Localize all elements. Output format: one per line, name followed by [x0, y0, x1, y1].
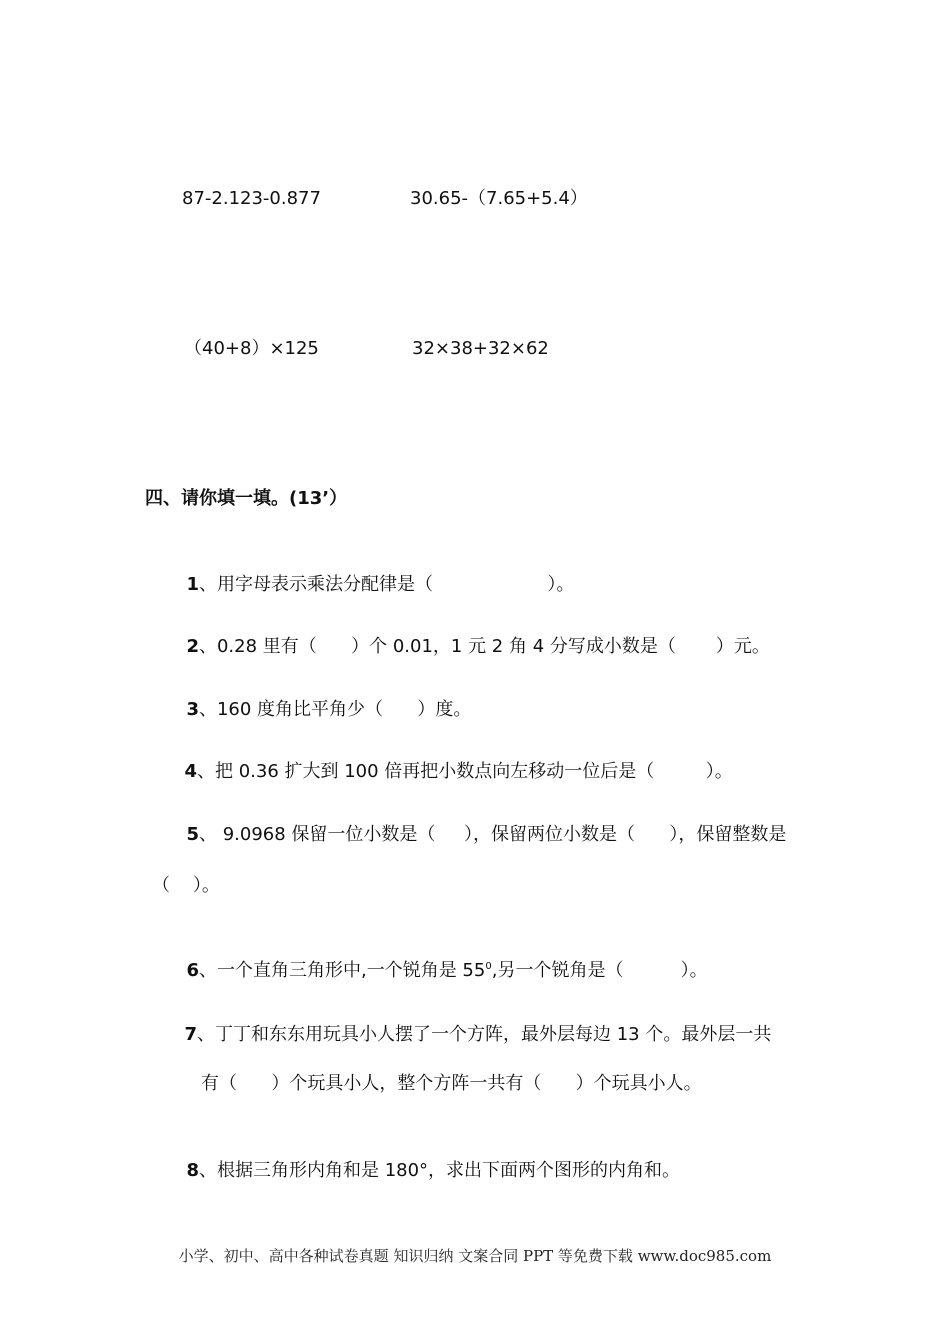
- question-6: [175, 935, 708, 983]
- section-4-title: 四、请你填一填。(13’）: [145, 488, 348, 509]
- question-number: 7: [184, 1024, 197, 1045]
- question-1: [175, 549, 574, 597]
- question-number: 3: [186, 699, 199, 720]
- question-7: [173, 999, 771, 1047]
- calc-row-1-right: 30.65-（7.65+5.4）: [410, 188, 588, 209]
- calc-row-2-left: （40+8）×125: [184, 338, 319, 359]
- question-number: 4: [184, 761, 197, 782]
- question-7-continued: 有（ ）个玩具小人，整个方阵一共有（ ）个玩具小人。: [201, 1073, 702, 1094]
- calc-row-1-left: 87-2.123-0.877: [182, 188, 321, 209]
- question-text: 、把 0.36 扩大到 100 倍再把小数点向左移动一位后是（ ）。: [196, 761, 733, 782]
- question-text-after: ,另一个锐角是（ ）。: [491, 960, 708, 981]
- question-number: 8: [186, 1160, 199, 1181]
- question-8: [175, 1135, 680, 1183]
- question-5-continued: （ ）。: [152, 875, 220, 896]
- question-4: [173, 736, 733, 784]
- superscript: 0: [485, 961, 492, 972]
- question-text: 、丁丁和东东用玩具小人摆了一个方阵，最外层每边 13 个。最外层一共: [196, 1024, 772, 1045]
- question-number: 6: [186, 960, 199, 981]
- question-text: 、 9.0968 保留一位小数是（ ），保留两位小数是（ ），保留整数是: [198, 824, 787, 845]
- question-number: 2: [186, 636, 199, 657]
- question-text: 、160 度角比平角少（ ）度。: [198, 699, 472, 720]
- question-number: 1: [186, 574, 199, 595]
- question-text: 、一个直角三角形中,一个锐角是 55: [198, 960, 486, 981]
- calc-row-2-right: 32×38+32×62: [412, 338, 549, 359]
- question-3: [175, 674, 471, 722]
- question-text: 、用字母表示乘法分配律是（ ）。: [198, 574, 575, 595]
- question-text: 、根据三角形内角和是 180°，求出下面两个图形的内角和。: [198, 1160, 681, 1181]
- question-number: 5: [186, 824, 199, 845]
- question-text: 、0.28 里有（ ）个 0.01，1 元 2 角 4 分写成小数是（ ）元。: [198, 636, 770, 657]
- question-2: [175, 611, 770, 659]
- page-footer: 小学、初中、高中各种试卷真题 知识归纳 文案合同 PPT 等免费下载 www.doc985.com: [178, 1247, 772, 1265]
- question-5: [175, 799, 786, 847]
